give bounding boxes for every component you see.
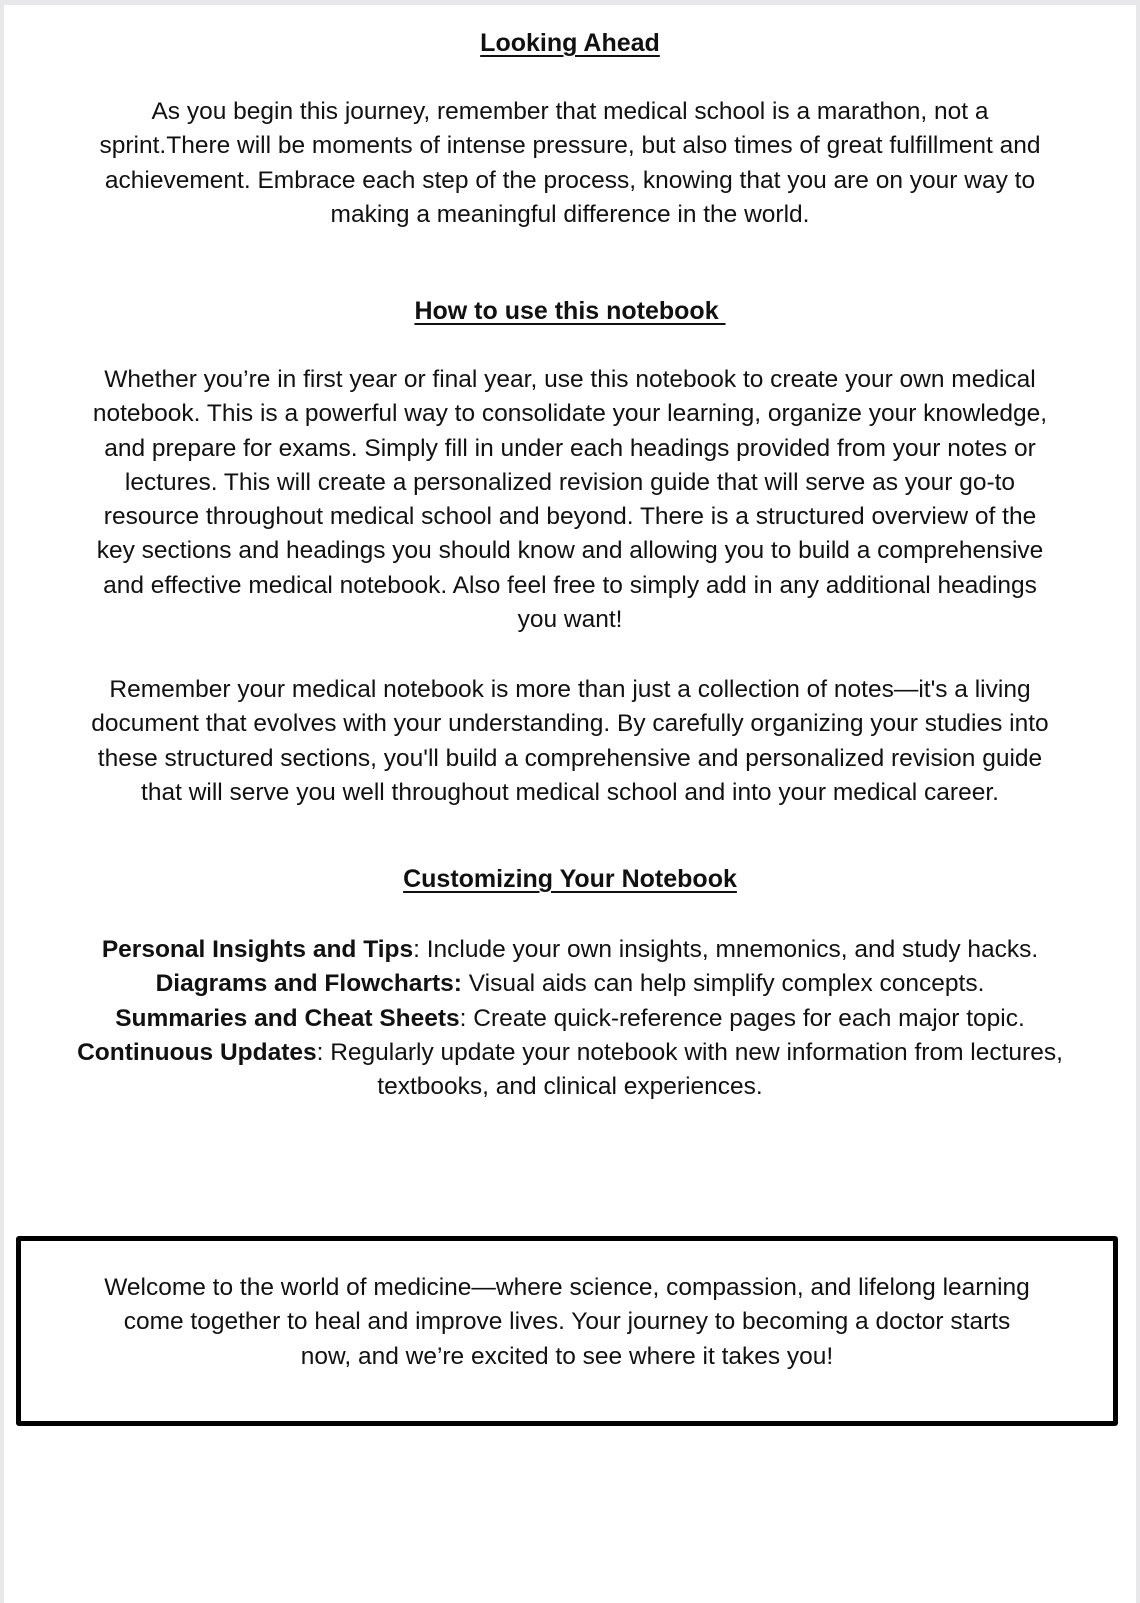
paragraph-line: notebook. This is a powerful way to consolidate your learning, organize your knowledge,: [92, 400, 1048, 428]
welcome-line: now, and we’re excited to see where it takes you!: [300, 1342, 834, 1370]
welcome-box: [16, 1236, 1118, 1426]
tip-text: : Create quick-reference pages for each major topic.: [459, 1004, 1025, 1032]
document-page: [4, 5, 1136, 1603]
welcome-line: come together to heal and improve lives. Your journey to becoming a doctor starts: [123, 1308, 1011, 1336]
paragraph-line: resource throughout medical school and beyond. There is a structured overview of the: [103, 503, 1037, 531]
tip-text: Visual aids can help simplify complex concepts.: [461, 970, 985, 998]
looking-ahead-paragraph: [44, 95, 1096, 232]
paragraph-line: these structured sections, you'll build a comprehensive and personalized revision guide: [97, 744, 1043, 772]
tip-label: Personal Insights and Tips: [101, 936, 414, 963]
paragraph-line: As you begin this journey, remember that medical school is a marathon, not a: [151, 98, 989, 125]
tip-item: [24, 933, 1116, 967]
paragraph-line: Whether you’re in first year or final year, use this notebook to create your own medical: [104, 366, 1036, 393]
paragraph-line: achievement. Embrace each step of the process, knowing that you are on your way to: [104, 166, 1036, 194]
tip-continuation: textbooks, and clinical experiences.: [377, 1073, 763, 1101]
welcome-line: Welcome to the world of medicine—where science, compassion, and lifelong learning: [104, 1274, 1030, 1301]
paragraph-line: you want!: [517, 606, 623, 634]
tip-item: [24, 967, 1116, 1001]
tip-label: Diagrams and Flowcharts:: [155, 970, 462, 998]
tip-item: [24, 1036, 1116, 1070]
welcome-message: [21, 1271, 1113, 1374]
paragraph-line: key sections and headings you should know and allowing you to build a comprehensive: [96, 537, 1044, 565]
tip-text: : Regularly update your notebook with new information from lectures,: [316, 1038, 1063, 1066]
tip-label: Summaries and Cheat Sheets: [115, 1004, 460, 1032]
paragraph-line: that will serve you well throughout medical school and into your medical career.: [141, 778, 999, 806]
paragraph-line: document that evolves with your understanding. By carefully organizing your studies into: [91, 710, 1049, 738]
looking-ahead-heading: Looking Ahead: [480, 29, 660, 57]
customizing-tips-list: [24, 933, 1116, 1104]
tip-item: [24, 1002, 1116, 1036]
paragraph-line: and effective medical notebook. Also feel free to simply add in any additional headings: [103, 571, 1037, 599]
tip-label: Continuous Updates: [77, 1038, 317, 1066]
how-to-use-paragraph-1: [44, 363, 1096, 637]
paragraph-line: making a meaningful difference in the world.: [330, 200, 810, 228]
paragraph-line: and prepare for exams. Simply fill in under each headings provided from your notes or: [104, 434, 1036, 462]
paragraph-line: lectures. This will create a personalized revision guide that will serve as your go-to: [124, 468, 1016, 496]
paragraph-line: sprint.There will be moments of intense pressure, but also times of great fulfillment and: [99, 132, 1041, 160]
how-to-use-paragraph-2: [44, 673, 1096, 810]
tip-text: : Include your own insights, mnemonics, and study hacks.: [413, 936, 1039, 963]
paragraph-line: Remember your medical notebook is more than just a collection of notes—it's a living: [109, 676, 1031, 703]
customizing-heading: Customizing Your Notebook: [403, 865, 737, 893]
how-to-use-heading: How to use this notebook: [414, 297, 726, 325]
